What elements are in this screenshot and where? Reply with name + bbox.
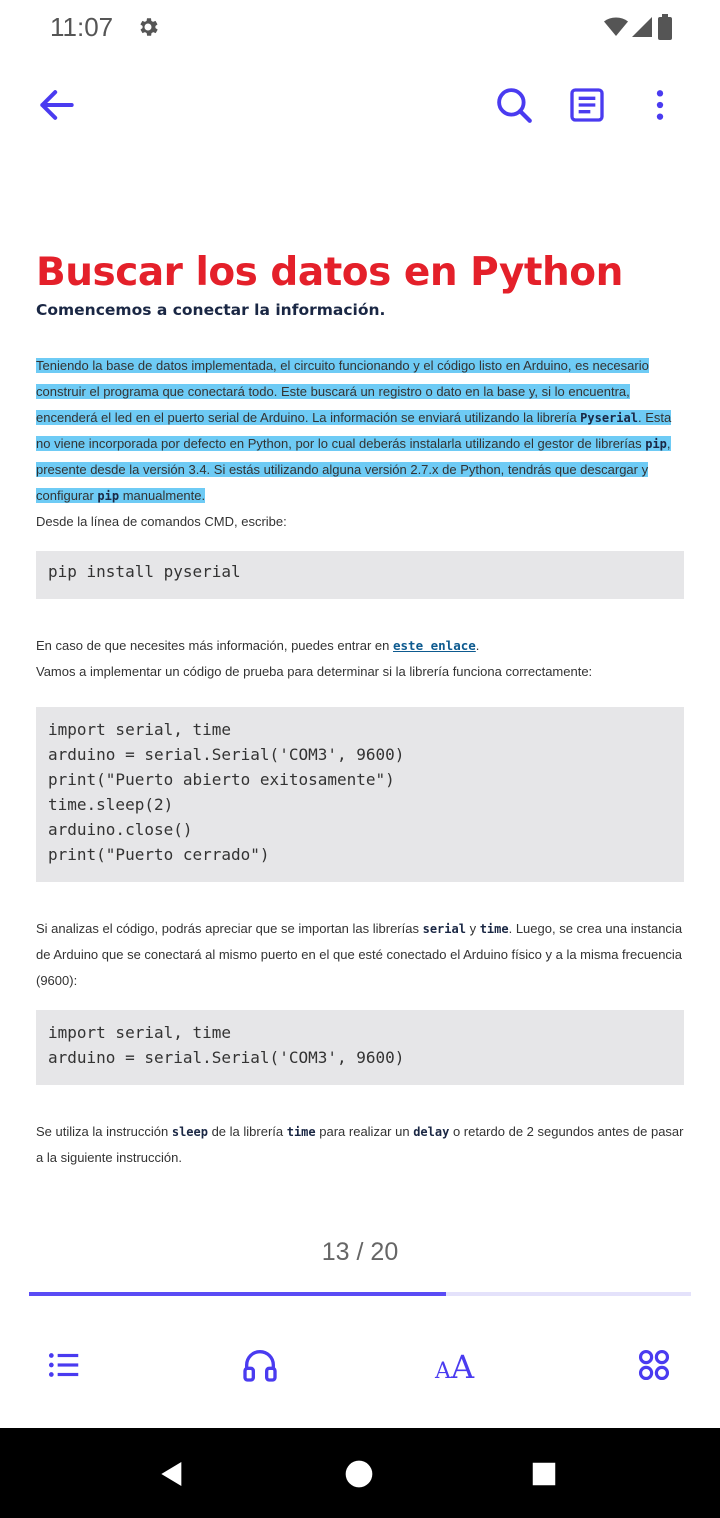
- highlighted-paragraph[interactable]: [36, 353, 684, 509]
- sleep-paragraph: Se utiliza la instrucción sleep de la librería time para realizar un delay o retardo de 2 segundos antes de pasar a la siguiente instrucción.: [36, 1124, 684, 1165]
- code-line: pip install pyserial: [48, 562, 241, 581]
- back-button[interactable]: [27, 70, 87, 140]
- code-line: import serial, time: [48, 720, 232, 739]
- audio-button[interactable]: [230, 1335, 290, 1395]
- app-bar: [0, 70, 720, 140]
- apps-grid-icon: [635, 1346, 673, 1384]
- code-line: import serial, time: [48, 1023, 232, 1042]
- settings-gear-icon: [136, 15, 160, 44]
- wifi-icon: [604, 15, 628, 39]
- reading-progress-bar[interactable]: [29, 1292, 691, 1296]
- nav-recents-button[interactable]: [520, 1450, 568, 1498]
- notes-icon: [567, 85, 607, 125]
- analysis-paragraph: Si analizas el código, podrás apreciar que se importan las librerías serial y time. Luego, se crea una instancia de Arduino que se conectará al mismo puerto en el que esté conectado el Arduino físico y a la misma frecuencia (9600):: [36, 921, 683, 988]
- code-block-instance: [36, 1010, 684, 1085]
- more-info-link[interactable]: este enlace: [393, 638, 476, 653]
- nav-home-button[interactable]: [335, 1450, 383, 1498]
- nav-home-icon: [343, 1458, 375, 1490]
- status-icons: [604, 14, 672, 40]
- article-title: Buscar los datos en Python: [36, 250, 623, 295]
- svg-text:A: A: [435, 1359, 451, 1384]
- notes-button[interactable]: [557, 70, 617, 140]
- text-highlight[interactable]: Teniendo la base de datos implementada, el circuito funcionando y el código listo en Arduino, es necesario construir el programa que conectará todo. Este buscará un registro o dato en la base y, si lo encuentra, encenderá el led en el puerto serial de Arduino. La información se enviará utilizando la librería Pyserial. Esta no viene incorporada por defecto en Python, por lo cual deberás instalarla utilizando el gestor de librerías pip, presente desde la versión 3.4. Si estás utilizando alguna versión 2.7.x de Python, tendrás que descargar y configurar pip manualmente.: [36, 358, 672, 503]
- table-of-contents-button[interactable]: [34, 1335, 94, 1395]
- status-time: 11:07: [50, 12, 114, 42]
- code-line: print("Puerto cerrado"): [48, 845, 270, 864]
- code-line: time.sleep(2): [48, 795, 174, 814]
- back-arrow-icon: [35, 83, 79, 127]
- headphones-icon: [240, 1345, 280, 1385]
- system-nav-bar: [0, 1428, 720, 1518]
- svg-text:A: A: [451, 1348, 475, 1385]
- article-content: [36, 250, 684, 1171]
- nav-back-button[interactable]: [148, 1450, 196, 1498]
- text-size-icon: [433, 1345, 481, 1385]
- reading-progress-fill: [29, 1292, 446, 1296]
- instruction-paragraph: Desde la línea de comandos CMD, escribe:: [36, 514, 287, 529]
- apps-grid-button[interactable]: [624, 1335, 684, 1395]
- more-vert-icon: [640, 85, 680, 125]
- code-block-install: [36, 551, 684, 599]
- battery-icon: [658, 14, 672, 40]
- status-bar: [0, 0, 720, 56]
- text-size-button[interactable]: [427, 1335, 487, 1395]
- code-block-test: [36, 707, 684, 882]
- reader-bottom-bar: [0, 1335, 720, 1395]
- signal-icon: [632, 15, 654, 39]
- nav-back-icon: [156, 1458, 188, 1490]
- code-line: print("Puerto abierto exitosamente"): [48, 770, 395, 789]
- code-line: arduino.close(): [48, 820, 193, 839]
- code-line: arduino = serial.Serial('COM3', 9600): [48, 745, 405, 764]
- nav-recents-icon: [529, 1459, 559, 1489]
- page-indicator: 13 / 20: [321, 1238, 399, 1266]
- article-subtitle: Comencemos a conectar la información.: [36, 301, 386, 319]
- search-button[interactable]: [484, 70, 544, 140]
- search-icon: [493, 84, 535, 126]
- info-paragraph: En caso de que necesites más información, puedes entrar en este enlace. Vamos a implementar un código de prueba para determinar si la librería funciona correctamente:: [36, 638, 593, 679]
- table-of-contents-icon: [45, 1346, 83, 1384]
- code-line: arduino = serial.Serial('COM3', 9600): [48, 1048, 405, 1067]
- more-options-button[interactable]: [630, 70, 690, 140]
